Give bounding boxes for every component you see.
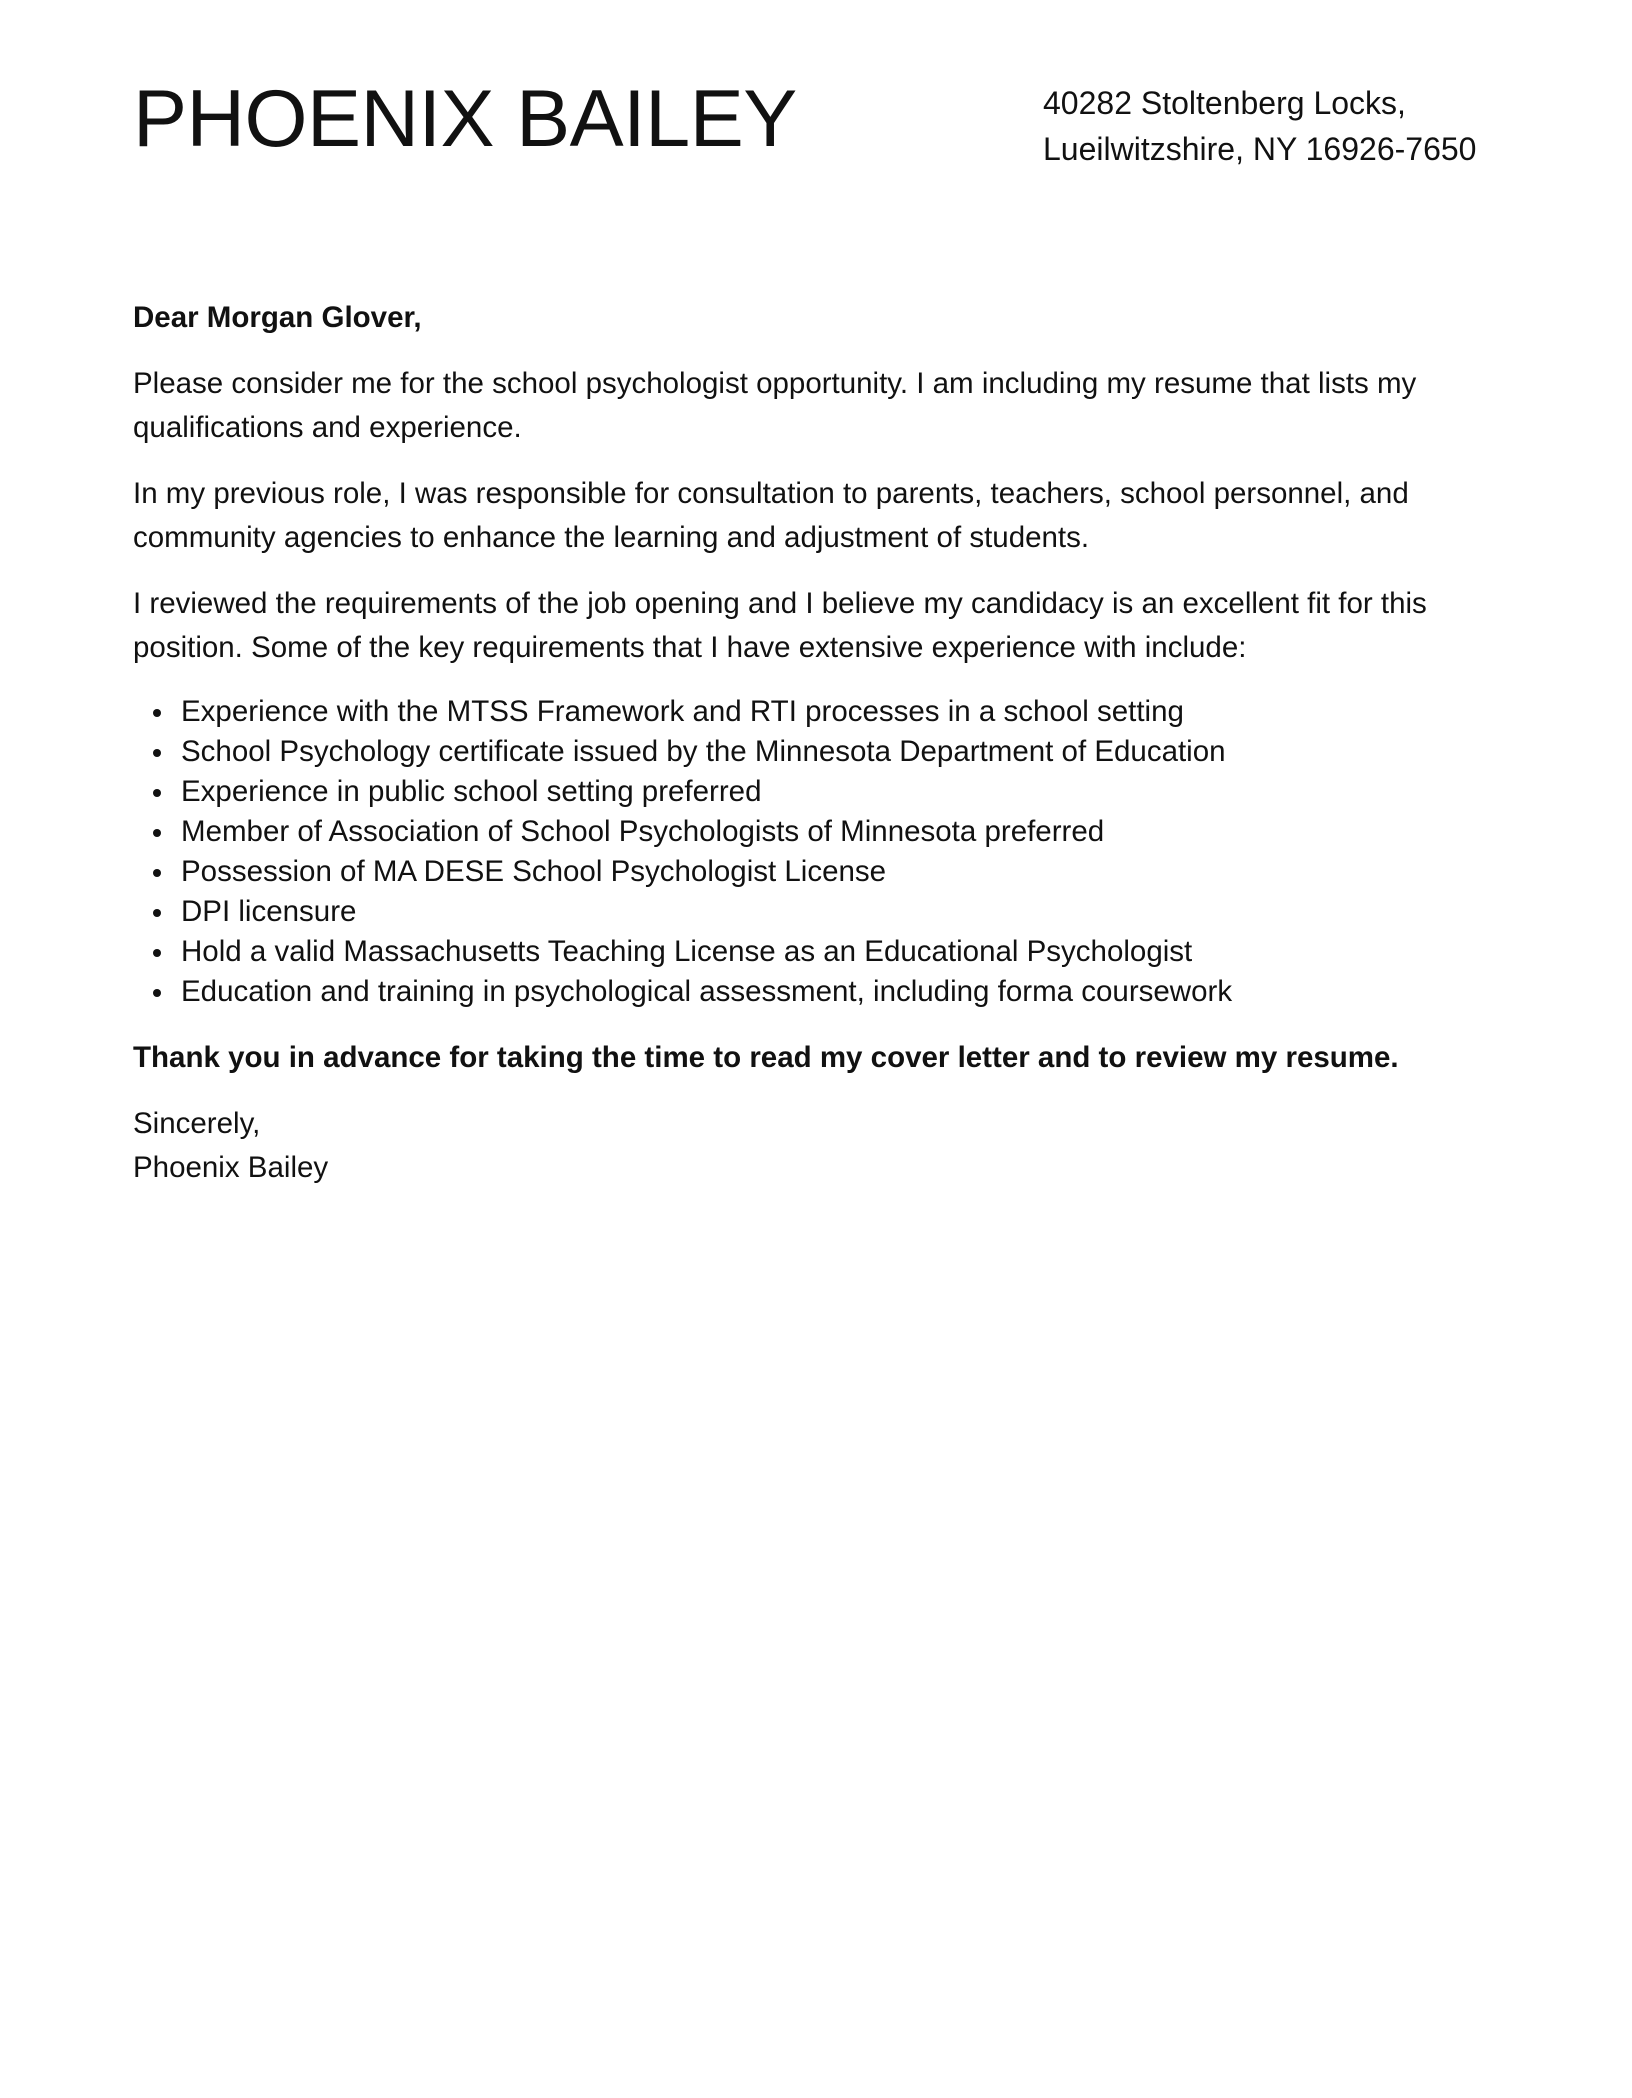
list-item-text: Member of Association of School Psychologists of Minnesota preferred bbox=[181, 815, 1105, 848]
list-item bbox=[133, 852, 1513, 892]
paragraph-intro: Please consider me for the school psychologist opportunity. I am including my resume that lists my qualifications and experience. bbox=[133, 367, 1417, 444]
applicant-address bbox=[1043, 80, 1476, 172]
bullet-icon bbox=[153, 749, 161, 757]
list-item bbox=[133, 692, 1513, 732]
bullet-icon bbox=[153, 829, 161, 837]
salutation: Dear Morgan Glover, bbox=[133, 301, 422, 334]
list-item-text: DPI licensure bbox=[181, 895, 357, 928]
list-item-text: Education and training in psychological assessment, including forma coursework bbox=[181, 975, 1233, 1008]
list-item-text: Experience in public school setting preferred bbox=[181, 775, 762, 808]
closing: Sincerely, bbox=[133, 1107, 261, 1140]
list-item bbox=[133, 892, 1513, 932]
bullet-icon bbox=[153, 869, 161, 877]
thank-you-line: Thank you in advance for taking the time to read my cover letter and to review my resume. bbox=[133, 1041, 1399, 1074]
list-item bbox=[133, 812, 1513, 852]
bullet-icon bbox=[153, 989, 161, 997]
requirements-list bbox=[133, 692, 1513, 1012]
bullet-icon bbox=[153, 789, 161, 797]
paragraph-previous-role: In my previous role, I was responsible for consultation to parents, teachers, school personnel, and community agencies to enhance the learning and adjustment of students. bbox=[133, 477, 1409, 554]
bullet-icon bbox=[153, 909, 161, 917]
list-item-text: Possession of MA DESE School Psychologist License bbox=[181, 855, 887, 888]
paragraph-requirements-intro: I reviewed the requirements of the job opening and I believe my candidacy is an excellent fit for this position. Some of the key requirements that I have extensive experience with include: bbox=[133, 587, 1427, 664]
list-item bbox=[133, 932, 1513, 972]
applicant-name: PHOENIX BAILEY bbox=[133, 74, 797, 164]
list-item bbox=[133, 732, 1513, 772]
signature-name: Phoenix Bailey bbox=[133, 1151, 329, 1184]
list-item bbox=[133, 772, 1513, 812]
letter-body bbox=[133, 296, 1513, 1190]
list-item-text: Experience with the MTSS Framework and RTI processes in a school setting bbox=[181, 695, 1184, 728]
address-line-1: 40282 Stoltenberg Locks, bbox=[1043, 85, 1406, 121]
address-line-2: Lueilwitzshire, NY 16926-7650 bbox=[1043, 131, 1477, 167]
list-item-text: Hold a valid Massachusetts Teaching License as an Educational Psychologist bbox=[181, 935, 1193, 968]
bullet-icon bbox=[153, 709, 161, 717]
bullet-icon bbox=[153, 949, 161, 957]
list-item bbox=[133, 972, 1513, 1012]
list-item-text: School Psychology certificate issued by the Minnesota Department of Education bbox=[181, 735, 1226, 768]
